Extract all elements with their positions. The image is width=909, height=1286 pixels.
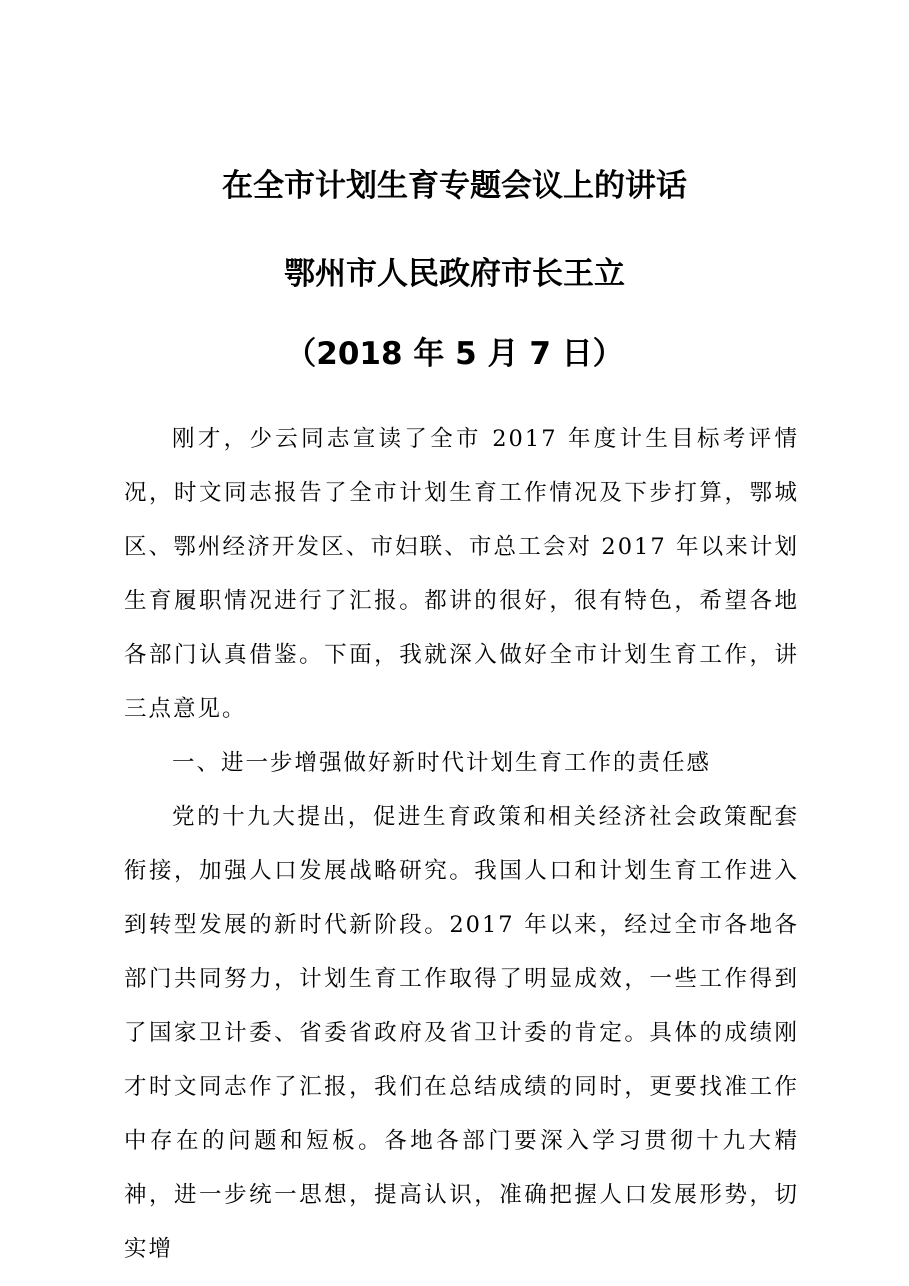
speech-body (124, 412, 799, 1276)
opening-paragraph: 刚才，少云同志宣读了全市 2017 年度计生目标考评情况，时文同志报告了全市计划生育工作情况及下步打算，鄂城区、鄂州经济开发区、市妇联、市总工会对 2017 年以来计划生育履职情况进行了汇报。都讲的很好，很有特色，希望各地各部门认真借鉴。下面，我就深入做好全市计划生育工作，讲三点意见。 (124, 426, 799, 722)
speaker-line: 鄂州市人民政府市长王立 (284, 256, 625, 292)
date-line: （2018 年 5 月 7 日） (285, 336, 624, 372)
document-title: 在全市计划生育专题会议上的讲话 (222, 168, 687, 204)
section-heading-1: 一、进一步增强做好新时代计划生育工作的责任感 (172, 750, 712, 776)
section-1-paragraph: 党的十九大提出，促进生育政策和相关经济社会政策配套衔接，加强人口发展战略研究。我国人口和计划生育工作进入到转型发展的新时代新阶段。2017 年以来，经过全市各地各部门共同努力，计划生育工作取得了明显成效，一些工作得到了国家卫计委、省委省政府及省卫计委的肯定。具体的成绩刚才时文同志作了汇报，我们在总结成绩的同时，更要找准工作中存在的问题和短板。各地各部门要深入学习贯彻十九大精神，进一步统一思想，提高认识，准确把握人口发展形势，切实增 (124, 804, 799, 1262)
